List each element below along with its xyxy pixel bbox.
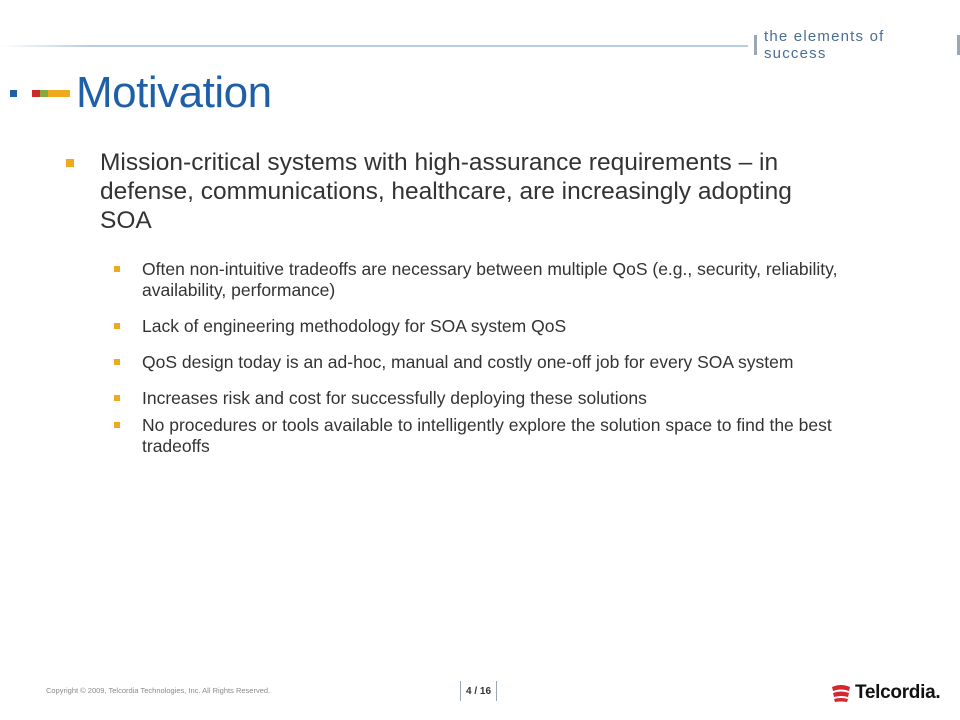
sub-bullet-text: Lack of engineering methodology for SOA system QoS	[142, 316, 567, 336]
decoration-orange-block	[48, 90, 70, 97]
page-number-text: 4 / 16	[466, 685, 492, 697]
square-bullet-icon	[114, 359, 120, 365]
square-bullet-icon	[114, 395, 120, 401]
sub-bullet-text: QoS design today is an ad-hoc, manual and costly one-off job for every SOA system	[142, 352, 794, 372]
main-bullet-item	[66, 148, 906, 235]
sub-bullet-item	[114, 316, 906, 337]
square-bullet-icon	[114, 323, 120, 329]
page-number	[460, 680, 497, 702]
slide-body	[66, 148, 906, 472]
square-bullet-icon	[114, 422, 120, 428]
telcordia-flag-icon	[830, 683, 852, 703]
header-rule	[0, 45, 748, 47]
square-bullet-icon	[66, 159, 74, 167]
sub-bullet-item	[114, 259, 906, 301]
slide-title: Motivation	[76, 68, 272, 117]
sub-bullet-item	[114, 352, 906, 373]
sub-bullet-text: No procedures or tools available to intelligently explore the solution space to find the best tradeoffs	[142, 415, 832, 456]
sub-bullet-item	[114, 388, 906, 409]
decoration-green-block	[40, 90, 48, 97]
pager-right-bar	[496, 681, 497, 701]
square-bullet-icon	[114, 266, 120, 272]
copyright-notice: Copyright © 2009, Telcordia Technologies, Inc. All Rights Reserved.	[46, 686, 271, 695]
tagline-text: the elements of success	[763, 28, 885, 62]
sub-bullet-text: Increases risk and cost for successfully deploying these solutions	[142, 388, 647, 408]
sub-bullet-item	[114, 415, 906, 457]
sub-bullet-list	[114, 259, 906, 457]
decoration-blue-square	[10, 90, 17, 97]
main-bullet-text: Mission-critical systems with high-assurance requirements – in defense, communications, healthcare, are increasingly adopting SOA	[100, 149, 792, 234]
telcordia-logo	[830, 682, 940, 704]
tagline-left-bar	[754, 35, 757, 55]
title-decoration	[10, 90, 70, 98]
sub-bullet-text: Often non-intuitive tradeoffs are necessary between multiple QoS (e.g., security, reliability, availability, performance)	[142, 259, 838, 300]
tagline	[754, 28, 960, 62]
logo-wordmark: Telcordia.	[855, 682, 941, 703]
pager-left-bar	[460, 681, 461, 701]
